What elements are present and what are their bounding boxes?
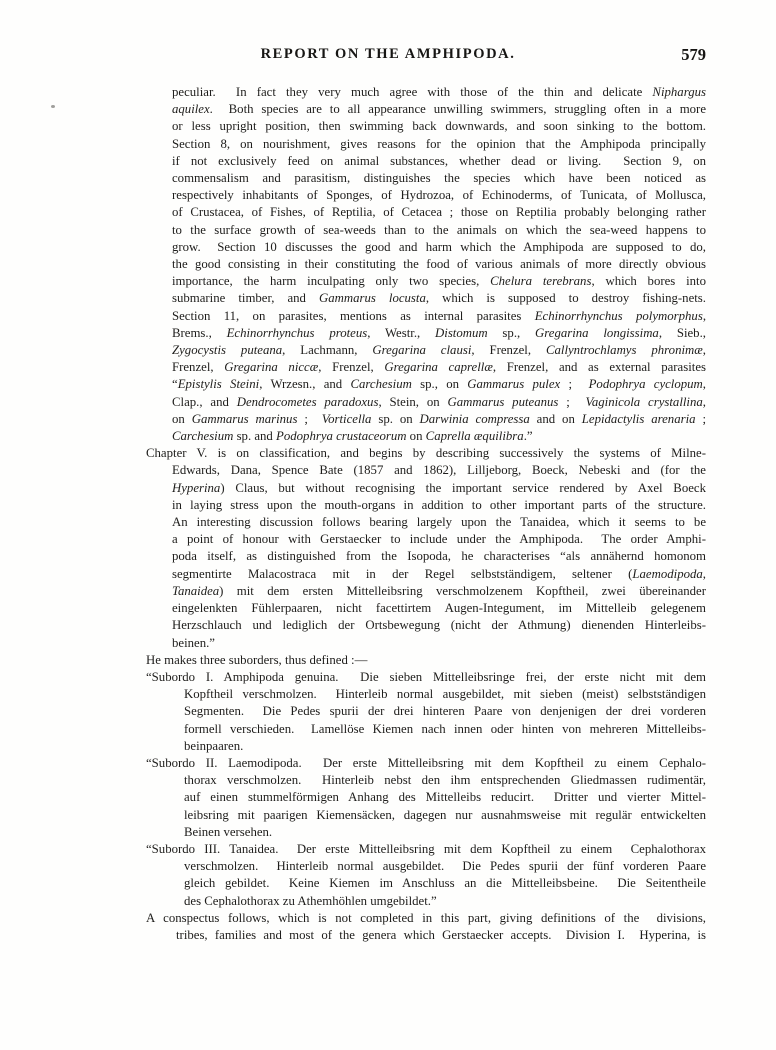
text-line: aquilex. Both species are to all appearance unwilling swimmers, struggling often in a more: [172, 102, 706, 117]
text-line: “Epistylis Steini, Wrzesn., and Carchesium sp., on Gammarus pulex ; Podophrya cyclopum,: [172, 377, 706, 392]
text-line: Edwards, Dana, Spence Bate (1857 and 1862), Lilljeborg, Boeck, Nebeski and (for the: [172, 463, 706, 478]
page-body: [146, 84, 706, 944]
text-line: peculiar. In fact they very much agree with those of the thin and delicate Niphargus: [172, 85, 706, 99]
text-line: A conspectus follows, which is not completed in this part, giving definitions of the divisions,: [146, 910, 706, 925]
text-line: “Subordo II. Laemodipoda. Der erste Mittelleibsring mit dem Kopftheil zu einem Cephalo-: [146, 755, 706, 770]
text-line: des Cephalothorax zu Athemhöhlen umgebildet.”: [184, 893, 437, 908]
text-line: Brems., Echinorrhynchus proteus, Westr., Distomum sp., Gregarina longissima, Sieb.,: [172, 325, 706, 340]
text-line: Tanaidea) mit dem ersten Mittelleibsring verschmolzenem Kopftheil, zwei übereinander: [172, 583, 706, 598]
text-line: on Gammarus marinus ; Vorticella sp. on Darwinia compressa and on Lepidactylis arenaria ;: [172, 411, 706, 426]
text-line: Hyperina) Claus, but without recognising the important service rendered by Axel Boeck: [172, 480, 706, 495]
text-line: poda itself, as distinguished from the Isopoda, he characterises “als annähernd homonom: [172, 549, 706, 564]
scan-speck: [51, 105, 55, 108]
text-line: of Crustacea, of Fishes, of Reptilia, of Cetacea ; those on Reptilia probably belonging rather: [172, 205, 706, 220]
text-line: Beinen versehen.: [184, 824, 273, 839]
text-line: the good consisting in their constituting the food of various animals of more directly obvious: [172, 257, 706, 272]
text-line: respectively inhabitants of Sponges, of Hydrozoa, of Echinoderms, of Tunicata, of Mollusca,: [172, 188, 706, 203]
text-line: “Subordo I. Amphipoda genuina. Die sieben Mittelleibsringe frei, der erste nicht mit dem: [146, 669, 706, 684]
text-line: if not exclusively feed on animal substances, whether dead or living. Section 9, on: [172, 153, 706, 168]
text-line: Kopftheil verschmolzen. Hinterleib normal ausgebildet, mit sieben (meist) selbstständigen: [184, 687, 706, 702]
subordo-ii-paragraph: [146, 755, 706, 841]
text-line: beinpaaren.: [184, 738, 244, 753]
text-line: Section 8, on nourishment, gives reasons for the opinion that the Amphipoda principally: [172, 136, 706, 151]
text-line: Chapter V. is on classification, and begins by describing successively the systems of Milne-: [146, 446, 706, 461]
running-head-title: REPORT ON THE AMPHIPODA.: [260, 46, 516, 62]
text-line: He makes three suborders, thus defined :—: [146, 652, 368, 667]
text-line: tribes, families and most of the genera which Gerstaecker accepts. Division I. Hyperina, is: [176, 927, 706, 942]
text-line: a point of honour with Gerstaecker to include under the Amphipoda. The order Amphi-: [172, 532, 706, 547]
suborders-intro: [146, 652, 706, 669]
conspectus-paragraph: [146, 910, 706, 944]
text-line: auf einen stummelförmigen Anhang des Mittelleibs reducirt. Dritter und vierter Mittel-: [184, 790, 706, 805]
text-line: segmentirte Malacostraca mit in der Regel selbstständigem, seltener (Laemodipoda,: [172, 566, 706, 581]
text-line: leibsring mit paarigen Kiemensäcken, dagegen nur ausnahmsweise mit regulär entwickelten: [184, 807, 706, 822]
subordo-i-paragraph: [146, 669, 706, 755]
subordo-iii-paragraph: [146, 841, 706, 910]
text-line: gleich gebildet. Keine Kiemen im Anschluss an die Mittelleibsbeine. Die Seitentheile: [184, 876, 706, 891]
text-line: grow. Section 10 discusses the good and harm which the Amphipoda are supposed to do,: [172, 239, 706, 254]
text-line: importance, the harm inculpating only two species, Chelura terebrans, which bores into: [172, 274, 706, 289]
text-line: Carchesium sp. and Podophrya crustaceorum on Caprella æquilibra.”: [172, 429, 533, 444]
text-line: in laying stress upon the mouth-organs in addition to other important parts of the structure.: [172, 497, 706, 512]
text-line: Herzschlauch und lediglich der Ortsbewegung (nicht der Athmung) dienenden Hinterleibs-: [172, 618, 706, 633]
text-line: commensalism and parasitism, distinguishes the species which have been noticed as: [172, 171, 706, 186]
text-line: Zygocystis puteana, Lachmann, Gregarina clausi, Frenzel, Callyntrochlamys phronimæ,: [172, 343, 706, 358]
text-line: An interesting discussion follows bearing largely upon the Tanaidea, which it seems to be: [172, 515, 706, 530]
text-line: to the surface growth of sea-weeds than to the animals on which the sea-weed happens to: [172, 222, 706, 237]
text-line: “Subordo III. Tanaidea. Der erste Mittelleibsring mit dem Kopftheil zu einem Cephalothorax: [146, 841, 706, 856]
text-line: verschmolzen. Hinterleib normal ausgebildet. Die Pedes spurii der fünf vorderen Paare: [184, 859, 706, 874]
text-line: Section 11, on parasites, mentions as internal parasites Echinorrhynchus polymorphus,: [172, 308, 706, 323]
text-line: eingelenkten Fühlerpaaren, nicht facettirtem Augen-Integument, im Mittelleib gelegenem: [172, 601, 706, 616]
page-number: 579: [681, 45, 706, 64]
text-line: Segmenten. Die Pedes spurii der drei hinteren Paare von denjenigen der drei vorderen: [184, 704, 706, 719]
text-line: thorax verschmolzen. Hinterleib nebst den ihm entsprechenden Gliedmassen rudimentär,: [184, 773, 706, 788]
continuation-paragraph: [146, 84, 706, 445]
text-line: beinen.”: [172, 635, 215, 650]
text-line: or less upright position, then swimming back downwards, and soon sinking to the bottom.: [172, 119, 706, 134]
text-line: Frenzel, Gregarina niccæ, Frenzel, Gregarina caprellæ, Frenzel, and as external parasites: [172, 360, 706, 375]
text-line: submarine timber, and Gammarus locusta, which is supposed to destroy fishing-nets.: [172, 291, 706, 306]
chapter-v-paragraph: [146, 445, 706, 651]
text-line: formell verschieden. Lamellöse Kiemen nach innen oder hinten von mehreren Mittelleibs-: [184, 721, 706, 736]
running-header: [0, 46, 776, 64]
text-line: Clap., and Dendrocometes paradoxus, Stein, on Gammarus puteanus ; Vaginicola crystallina,: [172, 394, 706, 409]
